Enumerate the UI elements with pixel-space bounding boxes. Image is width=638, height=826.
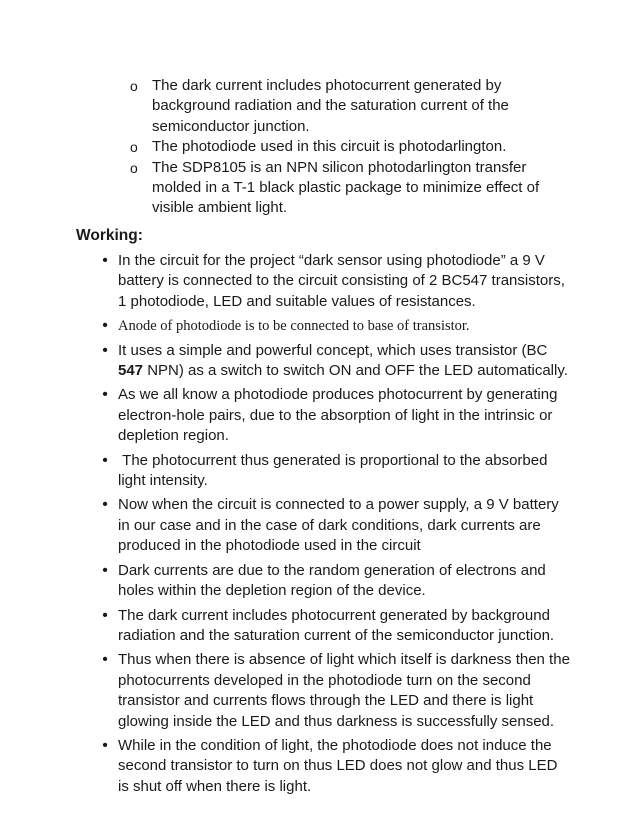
bullet-icon: • — [102, 651, 108, 669]
sub-bullet-item — [130, 76, 570, 137]
bullet-text: As we all know a photodiode produces photocurrent by generating electron-hole pairs, due to the absorption of light in the intrinsic or depletion region. — [118, 386, 558, 445]
bullet-text: The dark current includes photocurrent generated by background radiation and the saturation current of the semiconductor junction. — [118, 606, 555, 644]
bullet-text: Thus when there is absence of light which itself is darkness then the photocurrents developed in the photodiode turn on the second transistor and currents flows through the LED and there is light glowing inside the LED and thus darkness is successfully sensed. — [118, 651, 570, 730]
bullet-text-pre: It uses a simple and powerful concept, which uses transistor (BC — [118, 341, 548, 359]
bullet-item — [98, 385, 572, 446]
bullet-text-bold: 547 — [118, 362, 144, 380]
circle-bullet-icon: o — [130, 159, 138, 176]
bullet-text: Anode of photodiode is to be connected to base of transistor. — [118, 318, 470, 335]
bullet-text: Dark currents are due to the random generation of electrons and holes within the depletion region of the device. — [118, 561, 546, 600]
section-heading: Working: — [76, 227, 143, 244]
bullet-text-post: NPN) as a switch to switch ON and OFF the LED automatically. — [143, 362, 568, 380]
bullet-item — [98, 495, 572, 556]
bullet-icon: • — [102, 561, 108, 579]
bullet-item — [98, 451, 572, 492]
bullet-icon: • — [102, 736, 108, 754]
bullet-text: The photocurrent thus generated is proportional to the absorbed light intensity. — [118, 451, 552, 490]
bullet-icon: • — [102, 341, 108, 359]
bullet-item — [98, 606, 572, 647]
bullet-item — [98, 316, 572, 336]
bullet-icon: • — [102, 496, 108, 514]
bullet-item — [98, 561, 572, 602]
sub-bullet-list — [130, 76, 570, 219]
sub-bullet-item — [130, 158, 570, 219]
bullet-icon: • — [102, 386, 108, 404]
bullet-text: In the circuit for the project “dark sensor using photodiode” a 9 V battery is connected to the circuit consisting of 2 BC547 transistors, 1 photodiode, LED and suitable values of resistances. — [118, 252, 565, 310]
bullet-list — [98, 251, 572, 801]
sub-bullet-text: The dark current includes photocurrent generated by background radiation and the saturation current of the semiconductor junction. — [152, 77, 509, 135]
sub-bullet-text: The SDP8105 is an NPN silicon photodarlington transfer molded in a T-1 black plastic package to minimize effect of visible ambient light. — [152, 158, 540, 217]
bullet-item — [98, 650, 572, 732]
bullet-text: Now when the circuit is connected to a power supply, a 9 V battery in our case and in the case of dark conditions, dark currents are produced in the photodiode used in the circuit — [118, 496, 559, 555]
bullet-text: While in the condition of light, the photodiode does not induce the second transistor to turn on thus LED does not glow and thus LED is shut off when there is light. — [118, 736, 558, 795]
sub-bullet-text: The photodiode used in this circuit is photodarlington. — [152, 138, 507, 156]
bullet-icon: • — [102, 451, 108, 469]
bullet-icon: • — [102, 606, 108, 624]
circle-bullet-icon: o — [130, 139, 138, 156]
bullet-item — [98, 251, 572, 312]
bullet-icon: • — [102, 317, 108, 335]
bullet-item — [98, 736, 572, 797]
circle-bullet-icon: o — [130, 78, 138, 94]
bullet-icon: • — [102, 252, 108, 269]
sub-bullet-item — [130, 137, 570, 157]
bullet-item — [98, 341, 572, 382]
